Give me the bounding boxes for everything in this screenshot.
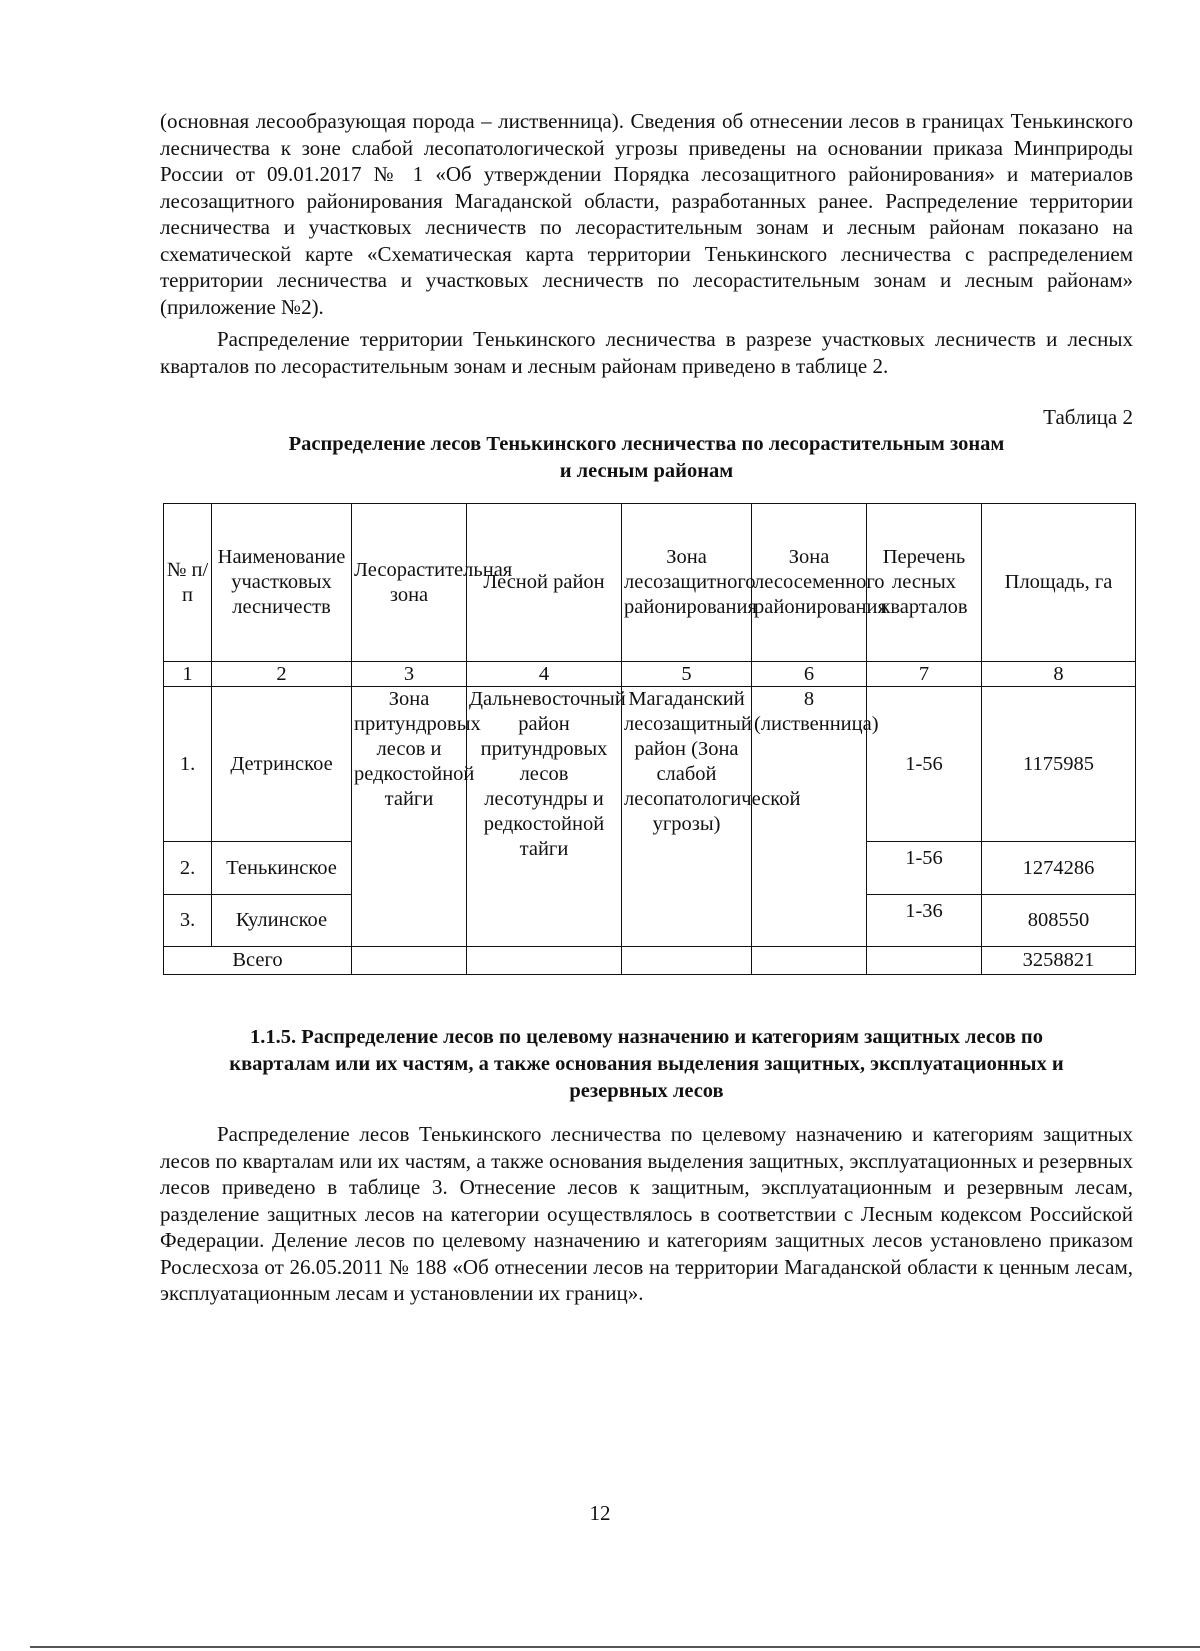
area-value: 808550 [982, 895, 1136, 947]
column-number: 5 [622, 662, 752, 687]
section-heading-line3: резервных лесов [569, 1080, 724, 1102]
total-area: 3258821 [982, 947, 1136, 975]
column-number-row [164, 662, 1136, 687]
forestry-name: Детринское [212, 687, 352, 842]
row-number: 1. [164, 687, 212, 842]
row-number: 2. [164, 842, 212, 895]
empty-cell [752, 947, 867, 975]
table-reference-paragraph: Распределение территории Тенькинского лесничества в разрезе участковых лесничеств и лесных кварталов по лесорастительным зонам и лесным районам приведено в таблице 2. [160, 327, 1133, 378]
section-heading [160, 1024, 1133, 1105]
empty-cell [352, 947, 467, 975]
forest-distribution-table [163, 503, 1136, 975]
total-label: Всего [164, 947, 352, 975]
quarters-list: 1-56 [867, 842, 982, 895]
section-heading-line2: кварталам или их частям, а также основания выделения защитных, эксплуатационных и [229, 1053, 1064, 1075]
protection-zone: Магаданский лесозащитный район (Зона слабой лесопатологической угрозы) [622, 687, 752, 947]
header-row [164, 504, 1136, 662]
total-row [164, 947, 1136, 975]
header-cell: Площадь, га [982, 504, 1136, 662]
table-row [164, 687, 1136, 842]
empty-cell [867, 947, 982, 975]
column-number: 8 [982, 662, 1136, 687]
table-title-line2: и лесным районам [559, 460, 734, 482]
column-number: 2 [212, 662, 352, 687]
forest-district: Дальневосточный район притундровых лесов лесотундры и редкостойной тайги [467, 687, 622, 947]
table-number: Таблица 2 [1043, 405, 1133, 429]
row-number: 3. [164, 895, 212, 947]
header-cell: Лесной район [467, 504, 622, 662]
column-number: 7 [867, 662, 982, 687]
header-cell: Наименование участковых лесничеств [212, 504, 352, 662]
intro-paragraph: (основная лесообразующая порода – лиственница). Сведения об отнесении лесов в границах Тенькинского лесничества к зоне слабой лесопатологической угрозы приведены на основании приказа Минприроды России от 09.01.2017 № 1 «Об утверждении Порядка лесозащитного районирования» и материалов лесозащитного районирования Магаданской области, разработанных ранее. Распределение территории лесничества и участковых лесничеств по лесорастительным зонам и лесным районам показано на схематической карте «Схематическая карта территории Тенькинского лесничества с распределением территории лесничества и участковых лесничеств по лесорастительным зонам и лесным районам» (приложение №2). [160, 109, 1133, 319]
header-cell: Перечень лесных кварталов [867, 504, 982, 662]
section-heading-line1: 1.1.5. Распределение лесов по целевому назначению и категориям защитных лесов по [250, 1026, 1043, 1048]
seed-zone: 8 (лиственница) [752, 687, 867, 947]
header-cell: Лесорастительная зона [352, 504, 467, 662]
table-title [160, 431, 1133, 485]
empty-cell [467, 947, 622, 975]
table-title-line1: Распределение лесов Тенькинского лесничества по лесорастительным зонам [288, 433, 1005, 455]
page-number: 12 [589, 1501, 611, 1525]
quarters-list: 1-36 [867, 895, 982, 947]
area-value: 1274286 [982, 842, 1136, 895]
section-paragraph: Распределение лесов Тенькинского лесничества по целевому назначению и категориям защитных лесов по кварталам или их частям, а также основания выделения защитных, эксплуатационных и резервных лесов приведено в таблице 3. Отнесение лесов к защитным, эксплуатационным и резервным лесам, разделение защитных лесов на категории осуществлялось в соответствии с Лесным кодексом Российской Федерации. Деление лесов по целевому назначению и категориям защитных лесов установлено приказом Рослесхоза от 26.05.2011 № 188 «Об отнесении лесов на территории Магаданской области к ценным лесам, эксплуатационным лесам и установлении их границ». [160, 1122, 1133, 1305]
scan-edge-line [30, 1646, 1200, 1648]
header-cell: Зона лесосеменного районирования [752, 504, 867, 662]
column-number: 6 [752, 662, 867, 687]
forestry-name: Кулинское [212, 895, 352, 947]
vegetation-zone: Зона притундровых лесов и редкостойной тайги [352, 687, 467, 947]
quarters-list: 1-56 [867, 687, 982, 842]
column-number: 4 [467, 662, 622, 687]
header-cell: Зона лесозащитного районирования [622, 504, 752, 662]
header-cell: № п/ п [164, 504, 212, 662]
area-value: 1175985 [982, 687, 1136, 842]
column-number: 3 [352, 662, 467, 687]
empty-cell [622, 947, 752, 975]
column-number: 1 [164, 662, 212, 687]
forestry-name: Тенькинское [212, 842, 352, 895]
